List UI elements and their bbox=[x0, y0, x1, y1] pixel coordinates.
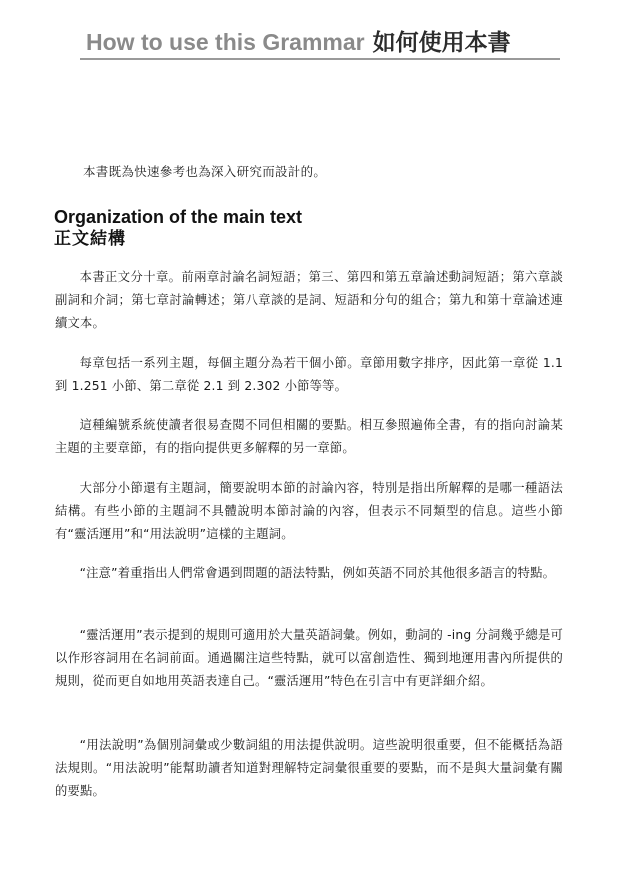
paragraph-topic-words: 大部分小節還有主題詞，簡要說明本節的討論內容，特別是指出所解釋的是哪一種語法結構。有些小節的主題詞不具體說明本節討論的內容，但表示不同類型的信息。這些小節有“靈活運用”和“用法說明”這樣的主題詞。 bbox=[55, 481, 563, 541]
header-divider bbox=[80, 58, 560, 60]
paragraph-usage-notes: “用法說明”為個別詞彙或少數詞組的用法提供說明。這些說明很重要，但不能概括為語法規則。“用法說明”能幫助讀者知道對理解特定詞彙很重要的要點，而不是與大量詞彙有關的要點。 bbox=[55, 738, 563, 798]
section-heading-english: Organization of the main text bbox=[54, 207, 303, 227]
intro-sentence: 本書既為快速參考也為深入研究而設計的。 bbox=[83, 164, 327, 179]
section-heading-chinese: 正文結構 bbox=[54, 229, 126, 249]
page-title-english: How to use this Grammar bbox=[86, 29, 365, 55]
page-header bbox=[80, 26, 560, 64]
paragraph-flexible-use: “靈活運用”表示提到的規則可適用於大量英語詞彙。例如，動詞的 -ing 分詞幾乎總是可以作形容詞用在名詞前面。通過關注這些特點，就可以富創造性、獨到地運用書內所提供的規則，從而更自如地用英語表達自己。“靈活運用”特色在引言中有更詳細介紹。 bbox=[55, 628, 563, 688]
page-title bbox=[86, 28, 511, 57]
paragraph-attention: “注意”着重指出人們常會遇到問題的語法特點，例如英語不同於其他很多語言的特點。 bbox=[79, 566, 556, 580]
section-heading bbox=[54, 206, 302, 250]
paragraph-chapters: 本書正文分十章。前兩章討論名詞短語；第三、第四和第五章論述動詞短語；第六章談副詞和介詞；第七章討論轉述；第八章談的是詞、短語和分句的組合；第九和第十章論述連續文本。 bbox=[55, 270, 563, 330]
paragraph-cross-references: 這種編號系統使讀者很易查閱不同但相關的要點。相互參照遍佈全書，有的指向討論某主題的主要章節，有的指向提供更多解釋的另一章節。 bbox=[55, 418, 563, 455]
page-title-chinese: 如何使用本書 bbox=[372, 29, 511, 56]
paragraph-numbering: 每章包括一系列主題，每個主題分為若干個小節。章節用數字排序，因此第一章從 1.1 到 1.251 小節、第二章從 2.1 到 2.302 小節等等。 bbox=[55, 356, 563, 393]
